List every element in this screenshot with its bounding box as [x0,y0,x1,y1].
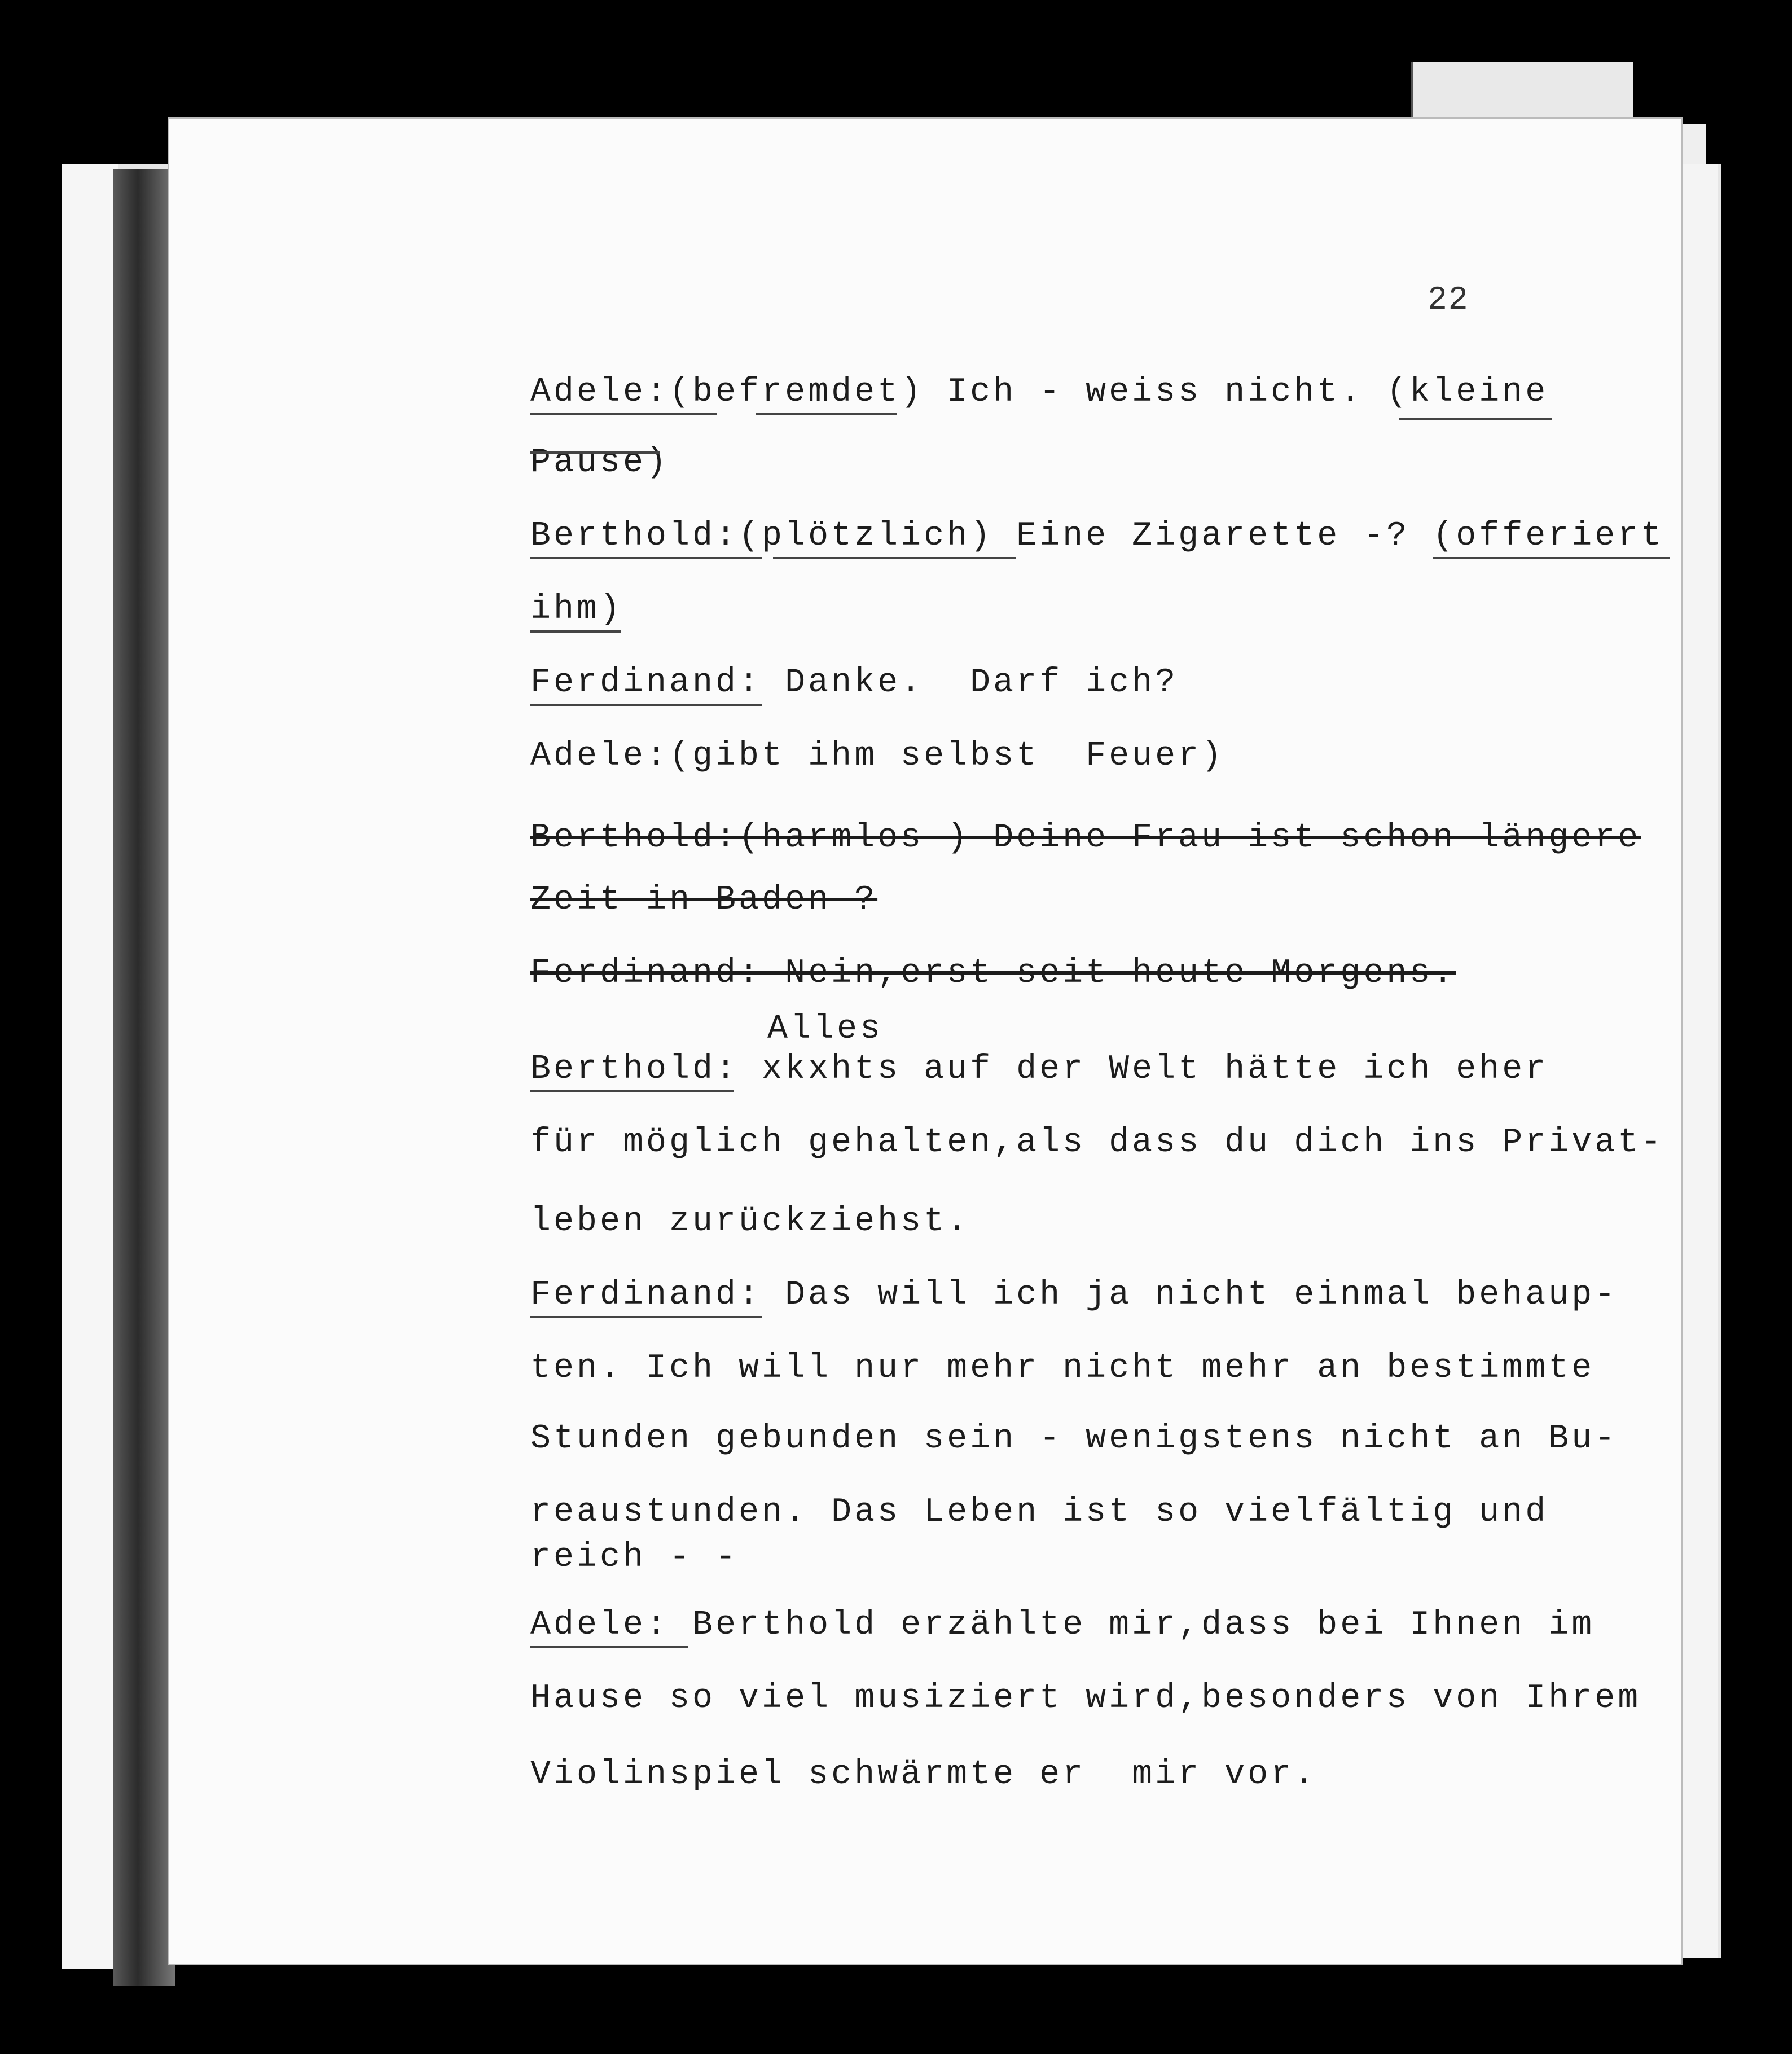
pencil-underline [1399,418,1552,420]
speaker-underline [530,704,762,706]
script-line: Ferdinand: Danke. Darf ich? [530,664,1179,702]
left-sheet-shadow [113,169,175,1986]
script-line: Pause) [530,444,670,482]
script-line: ten. Ich will nur mehr nicht mehr an bestimmte [530,1349,1595,1388]
speaker-underline [530,1316,762,1318]
pencil-underline [1433,557,1670,559]
pencil-underline [530,451,660,454]
struck-line: Zeit in Baden ? [530,881,878,919]
script-line: Ferdinand: Das will ich ja nicht einmal behaup- [530,1276,1618,1314]
pencil-underline [773,557,1016,559]
script-line: Adele:(gibt ihm selbst Feuer) [530,737,1225,775]
speaker-underline [530,1646,688,1648]
script-line: ihm) [530,590,623,629]
script-line: Berthold: xkxhts auf der Welt hätte ich eher [530,1050,1549,1089]
script-line: für möglich gehalten,als dass du dich ins Privat- [530,1123,1664,1162]
script-line: Violinspiel schwärmte er mir vor. [530,1755,1317,1794]
pencil-underline [756,413,897,415]
struck-line: Ferdinand: Nein,erst seit heute Morgens. [530,954,1456,993]
script-line: Stunden gebunden sein - wenigstens nicht an Bu- [530,1420,1618,1458]
speaker-underline [530,413,717,415]
script-line: Adele: Berthold erzählte mir,dass bei Ihnen im [530,1606,1595,1644]
script-line: Berthold:(plötzlich) Eine Zigarette -? (offeriert [530,517,1664,555]
speaker-underline [530,557,762,559]
script-line: Adele:(befremdet) Ich - weiss nicht. (kleine [530,373,1549,411]
script-line: reaustunden. Das Leben ist so vielfältig und [530,1493,1549,1531]
inserted-word: Alles [767,1010,884,1048]
struck-line: Berthold:(harmlos ) Deine Frau ist schon längere [530,819,1641,857]
left-torn-edge [62,164,118,1969]
script-line: Hause so viel musiziert wird,besonders von Ihrem [530,1679,1641,1718]
script-line: reich - - [530,1538,739,1577]
script-line: leben zurückziehst. [530,1202,970,1241]
speaker-underline [530,1090,734,1092]
pencil-underline [530,630,621,633]
page-number: 22 [1428,282,1469,319]
